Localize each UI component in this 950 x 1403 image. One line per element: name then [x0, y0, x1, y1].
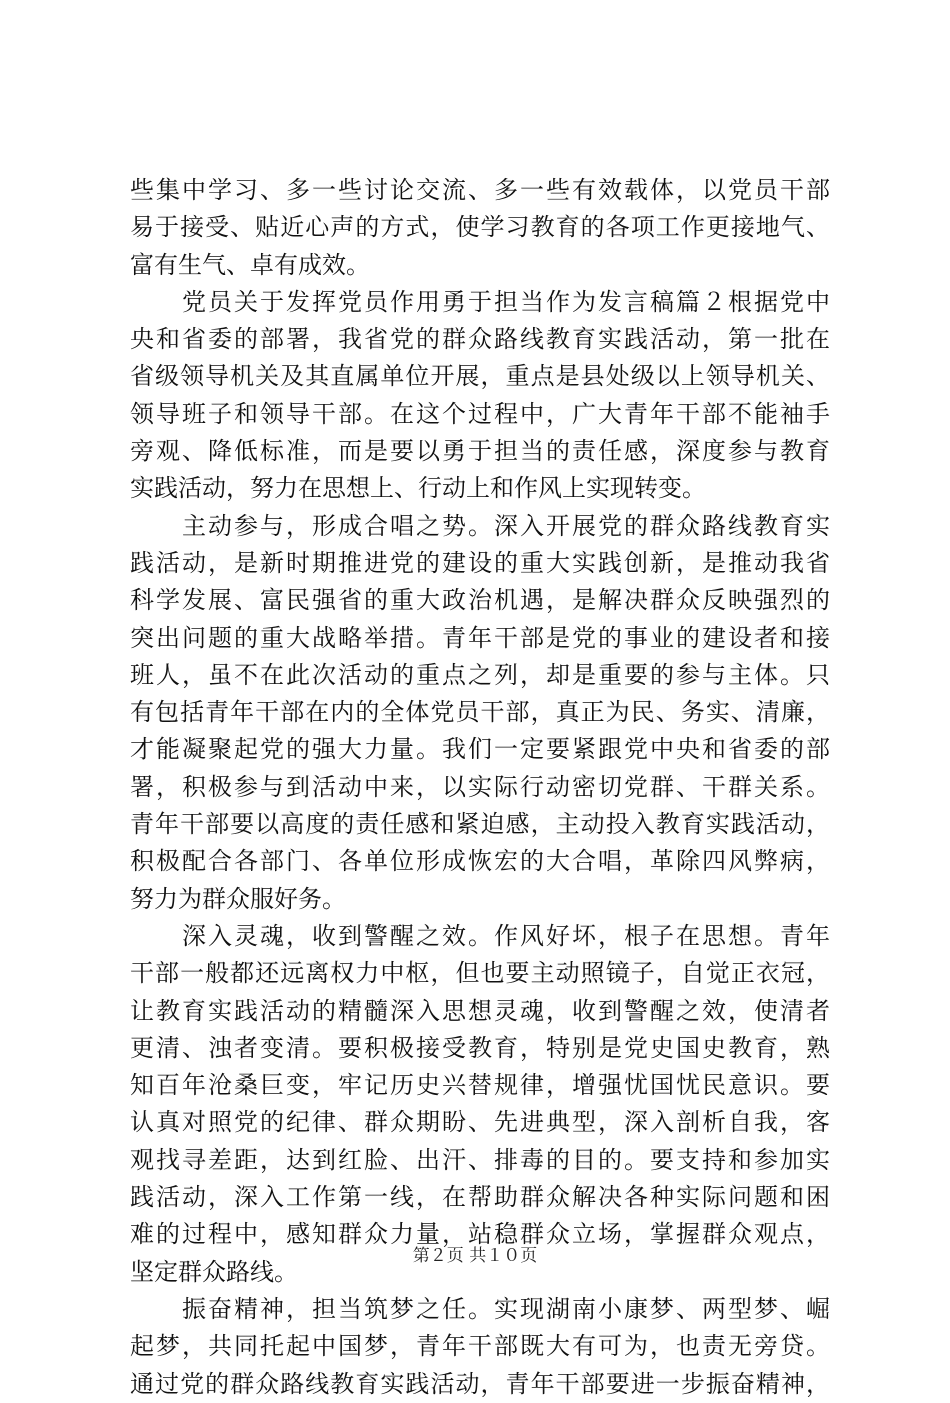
text-line: 省级领导机关及其直属单位开展，重点是县处级以上领导机关、 — [130, 362, 830, 391]
text-line: 更清、浊者变清。要积极接受教育，特别是党史国史教育，熟 — [130, 1033, 830, 1062]
text-line: 践活动，深入工作第一线，在帮助群众解决各种实际问题和困 — [130, 1183, 830, 1212]
text-line: 通过党的群众路线教育实践活动，青年干部要进一步振奋精神， — [130, 1369, 830, 1398]
text-line: 积极配合各部门、各单位形成恢宏的大合唱，革除四风弊病， — [130, 847, 830, 876]
text-line: 科学发展、富民强省的重大政治机遇，是解决群众反映强烈的 — [130, 586, 830, 615]
text-line: 些集中学习、多一些讨论交流、多一些有效载体，以党员干部 — [130, 176, 830, 204]
text-line: 才能凝聚起党的强大力量。我们一定要紧跟党中央和省委的部 — [130, 735, 830, 764]
text-line: 班人，虽不在此次活动的重点之列，却是重要的参与主体。只 — [130, 660, 830, 689]
text-line: 主动参与，形成合唱之势。深入开展党的群众路线教育实 — [182, 511, 830, 540]
text-line: 让教育实践活动的精髓深入思想灵魂，收到警醒之效，使清者 — [130, 996, 830, 1025]
text-line: 旁观、降低标准，而是要以勇于担当的责任感，深度参与教育 — [130, 437, 830, 466]
text-line: 有包括青年干部在内的全体党员干部，真正为民、务实、清廉， — [130, 698, 830, 727]
text-line: 党员关于发挥党员作用勇于担当作为发言稿篇２根据党中 — [182, 287, 830, 316]
text-line: 践活动，是新时期推进党的建设的重大实践创新，是推动我省 — [130, 548, 830, 577]
text-line: 领导班子和领导干部。在这个过程中，广大青年干部不能袖手 — [130, 399, 830, 428]
text-line: 富有生气、卓有成效。 — [130, 250, 370, 279]
text-line: 起梦，共同托起中国梦，青年干部既大有可为，也责无旁贷。 — [130, 1332, 830, 1361]
text-line: 坚定群众路线。 — [130, 1257, 298, 1286]
text-line: 干部一般都还远离权力中枢，但也要主动照镜子，自觉正衣冠， — [130, 959, 830, 988]
text-line: 突出问题的重大战略举措。青年干部是党的事业的建设者和接 — [130, 623, 830, 652]
text-line: 观找寻差距，达到红脸、出汗、排毒的目的。要支持和参加实 — [130, 1145, 830, 1174]
text-line: 难的过程中，感知群众力量，站稳群众立场，掌握群众观点， — [130, 1220, 830, 1249]
text-line: 知百年沧桑巨变，牢记历史兴替规律，增强忧国忧民意识。要 — [130, 1071, 830, 1100]
text-line: 青年干部要以高度的责任感和紧迫感，主动投入教育实践活动， — [130, 810, 830, 839]
document-body — [130, 172, 830, 1403]
text-line: 央和省委的部署，我省党的群众路线教育实践活动，第一批在 — [130, 325, 830, 354]
text-line: 振奋精神，担当筑梦之任。实现湖南小康梦、两型梦、崛 — [182, 1294, 830, 1323]
text-line: 易于接受、贴近心声的方式，使学习教育的各项工作更接地气、 — [130, 213, 830, 242]
text-line: 实践活动，努力在思想上、行动上和作风上实现转变。 — [130, 474, 706, 503]
page-number: 第２页 共１０页 — [412, 1246, 538, 1266]
text-line: 努力为群众服好务。 — [130, 884, 346, 913]
text-line: 深入灵魂，收到警醒之效。作风好坏，根子在思想。青年 — [182, 921, 830, 950]
text-line: 认真对照党的纪律、群众期盼、先进典型，深入剖析自我，客 — [130, 1108, 830, 1137]
text-line: 署，积极参与到活动中来，以实际行动密切党群、干群关系。 — [130, 772, 830, 801]
